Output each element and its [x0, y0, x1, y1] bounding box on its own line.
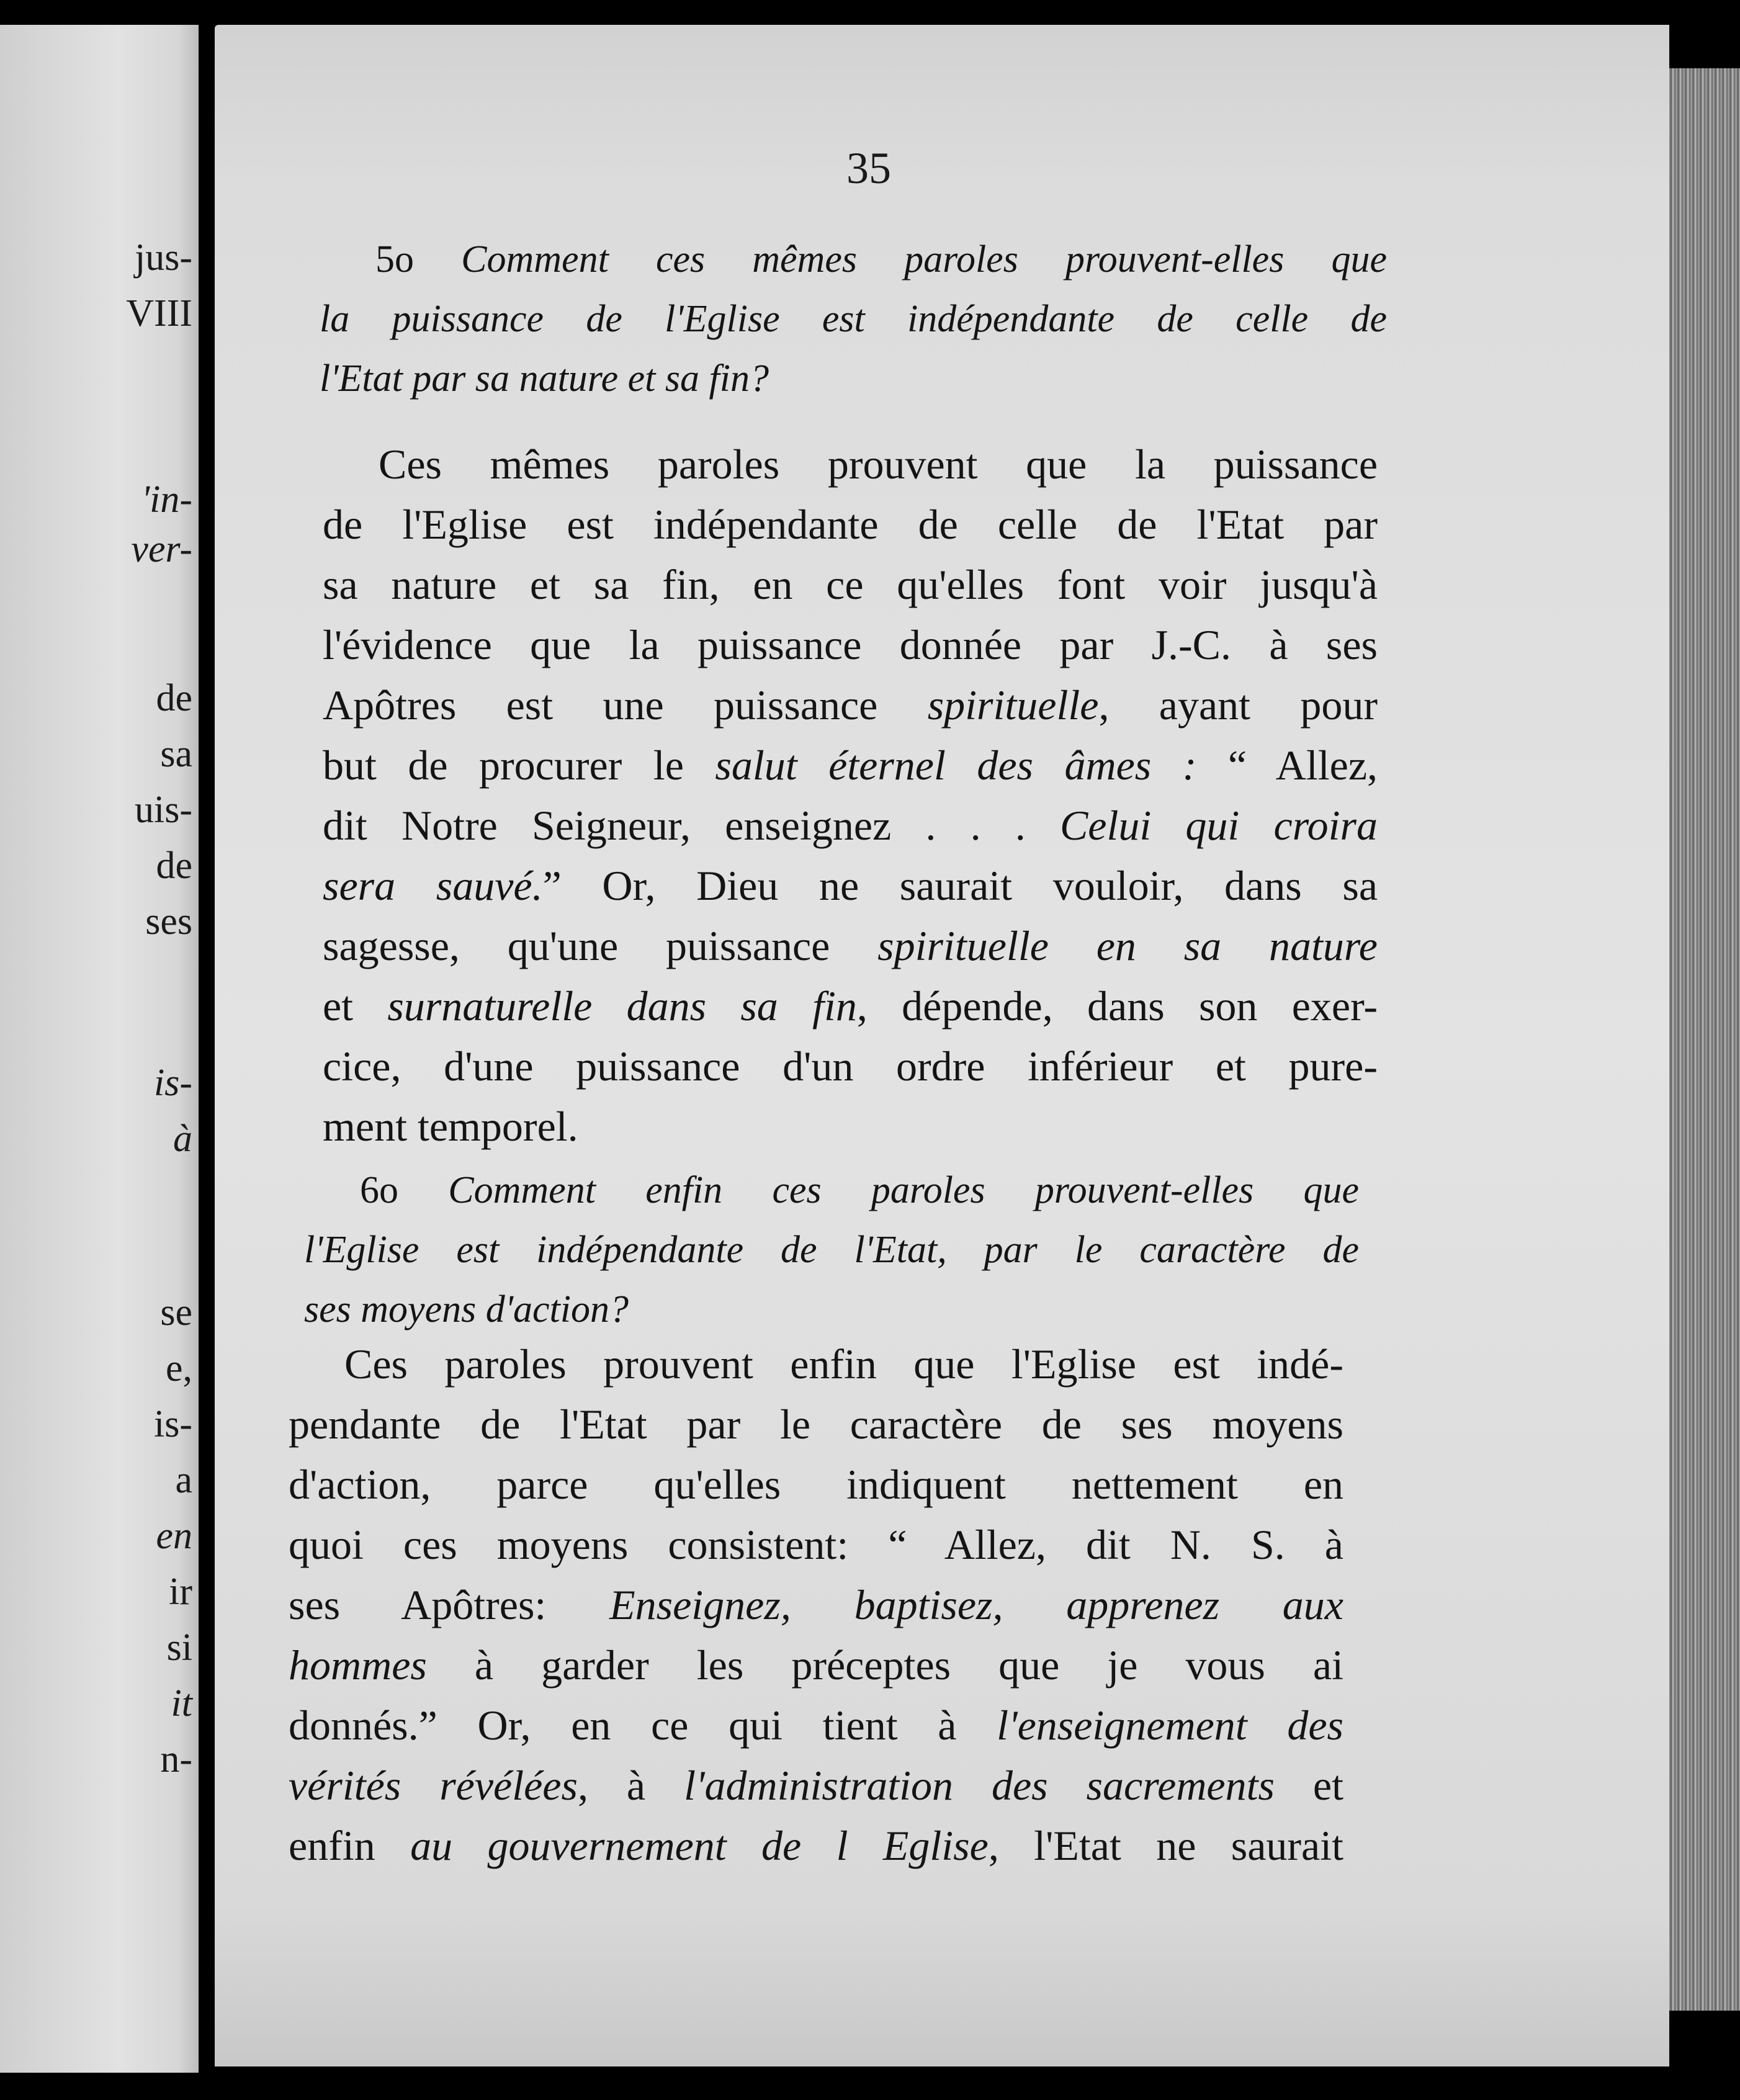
italic-phrase: salut éternel des âmes :	[715, 742, 1197, 789]
answer-text: donnés.” Or, en ce qui tient à	[289, 1702, 997, 1749]
question-text: Comment enfin ces paroles prouvent-elles que	[448, 1169, 1359, 1211]
answer-text: ment temporel.	[323, 1103, 578, 1150]
italic-phrase: Enseignez, baptisez, apprenez aux	[609, 1581, 1343, 1628]
answer-text: pendante de l'Etat par le caractère de ses moyens	[289, 1401, 1343, 1448]
question-5	[320, 230, 1387, 408]
left-page-fragment: a	[175, 1459, 192, 1501]
answer-text: dit Notre Seigneur, enseignez . . .	[323, 802, 1060, 849]
answer-text: Apôtres est une puissance	[323, 681, 928, 729]
question-line	[304, 1160, 1359, 1220]
question-text: l'Eglise est indépendante de l'Etat, par le caractère de	[304, 1229, 1359, 1271]
answer-text: sagesse, qu'une puissance	[323, 922, 878, 969]
answer-text: , l'Etat ne saurait	[988, 1822, 1344, 1869]
left-page-fragment: VIII	[126, 292, 192, 334]
answer-line	[289, 1515, 1343, 1575]
left-page-fragment: se	[160, 1291, 192, 1334]
answer-text: quoi ces moyens consistent: “ Allez, dit N. S. à	[289, 1521, 1343, 1568]
left-page-fragment: de	[156, 677, 192, 719]
left-page-fragment: si	[166, 1627, 192, 1669]
question-line	[304, 1280, 1359, 1339]
answer-text: ” Or, Dieu ne saurait vouloir, dans sa	[542, 862, 1378, 909]
left-page-fragment: is-	[154, 1062, 192, 1104]
question-6	[304, 1160, 1359, 1339]
italic-phrase: spirituelle	[927, 681, 1099, 729]
question-number: 6o	[360, 1169, 449, 1211]
answer-line	[323, 796, 1378, 856]
answer-line	[289, 1695, 1343, 1756]
answer-line	[323, 916, 1378, 976]
left-page-fragment: it	[171, 1682, 192, 1725]
answer-text: “ Allez,	[1196, 742, 1378, 789]
book-gutter	[199, 0, 215, 2100]
answer-5	[323, 434, 1378, 1157]
answer-text: et	[1274, 1762, 1344, 1809]
left-page-fragment: is-	[154, 1403, 192, 1445]
question-line	[320, 289, 1387, 349]
answer-text: de l'Eglise est indépendante de celle de l'Etat par	[323, 501, 1378, 548]
answer-line	[323, 615, 1378, 675]
italic-phrase: surnaturelle dans sa fin	[387, 982, 857, 1030]
answer-line	[289, 1394, 1343, 1455]
answer-6	[289, 1334, 1343, 1876]
answer-line	[323, 1097, 1378, 1157]
answer-text: ses Apôtres:	[289, 1581, 610, 1628]
question-line	[320, 349, 1387, 408]
italic-phrase: Celui qui croira	[1059, 802, 1378, 849]
left-page-fragment: n-	[160, 1738, 192, 1780]
answer-text: but de procurer le	[323, 742, 715, 789]
left-page-fragment: e,	[165, 1347, 192, 1389]
italic-phrase: au gouvernement de l Eglise	[410, 1822, 989, 1869]
italic-phrase: sera sauvé.	[323, 862, 543, 909]
answer-line	[289, 1455, 1343, 1515]
answer-line	[289, 1756, 1343, 1816]
question-text: la puissance de l'Eglise est indépendante de celle de	[320, 298, 1387, 340]
answer-line	[323, 735, 1378, 796]
question-text: Comment ces mêmes paroles prouvent-elles que	[461, 238, 1387, 280]
answer-line	[323, 1036, 1378, 1097]
left-page-fragment: 'in-	[141, 478, 192, 521]
question-number: 5o	[375, 238, 462, 280]
italic-phrase: vérités révélées	[289, 1762, 578, 1809]
question-text: ses moyens d'action?	[304, 1288, 629, 1330]
answer-line	[323, 976, 1378, 1036]
question-line	[320, 230, 1387, 289]
answer-text: d'action, parce qu'elles indiquent nettement en	[289, 1461, 1343, 1508]
answer-text: l'évidence que la puissance donnée par J.-C. à ses	[323, 621, 1378, 668]
answer-text: , à	[577, 1762, 684, 1809]
answer-line	[323, 555, 1378, 615]
answer-text: , ayant pour	[1098, 681, 1378, 729]
answer-text: et	[323, 982, 388, 1030]
italic-phrase: hommes	[289, 1641, 427, 1689]
answer-text: cice, d'une puissance d'un ordre inférieur et pure-	[323, 1043, 1378, 1090]
answer-text: Ces mêmes paroles prouvent que la puissance	[379, 441, 1378, 488]
answer-text: Ces paroles prouvent enfin que l'Eglise est indé-	[344, 1340, 1343, 1388]
left-page-fragment: de	[156, 845, 192, 887]
italic-phrase: l'administration des sacrements	[684, 1762, 1275, 1809]
question-text: l'Etat par sa nature et sa fin?	[320, 357, 769, 400]
italic-phrase: l'enseignement des	[997, 1702, 1343, 1749]
answer-line	[323, 675, 1378, 735]
left-page-fragment: uis-	[135, 789, 192, 831]
left-page-fragment: sa	[160, 733, 192, 775]
answer-line	[289, 1635, 1343, 1695]
page-edges	[1669, 68, 1740, 2011]
left-page-fragment: ver-	[131, 528, 192, 570]
answer-text: enfin	[289, 1822, 411, 1869]
left-page-fragment: ir	[169, 1571, 192, 1613]
answer-line	[289, 1575, 1343, 1635]
answer-text: sa nature et sa fin, en ce qu'elles font voir jusqu'à	[323, 561, 1378, 608]
answer-line	[289, 1334, 1343, 1394]
left-page-fragment: ses	[145, 900, 192, 943]
left-page-fragment: en	[156, 1515, 192, 1557]
question-line	[304, 1220, 1359, 1280]
answer-text: à garder les préceptes que je vous ai	[426, 1641, 1343, 1689]
italic-phrase: spirituelle en sa nature	[877, 922, 1378, 969]
answer-line	[323, 856, 1378, 916]
page-number: 35	[846, 143, 891, 193]
left-page	[0, 25, 199, 2073]
answer-line	[323, 495, 1378, 555]
left-page-fragment: à	[173, 1118, 192, 1160]
answer-text: , dépende, dans son exer-	[856, 982, 1378, 1030]
answer-line	[323, 434, 1378, 495]
answer-line	[289, 1816, 1343, 1876]
left-page-fragment: jus-	[135, 236, 192, 279]
